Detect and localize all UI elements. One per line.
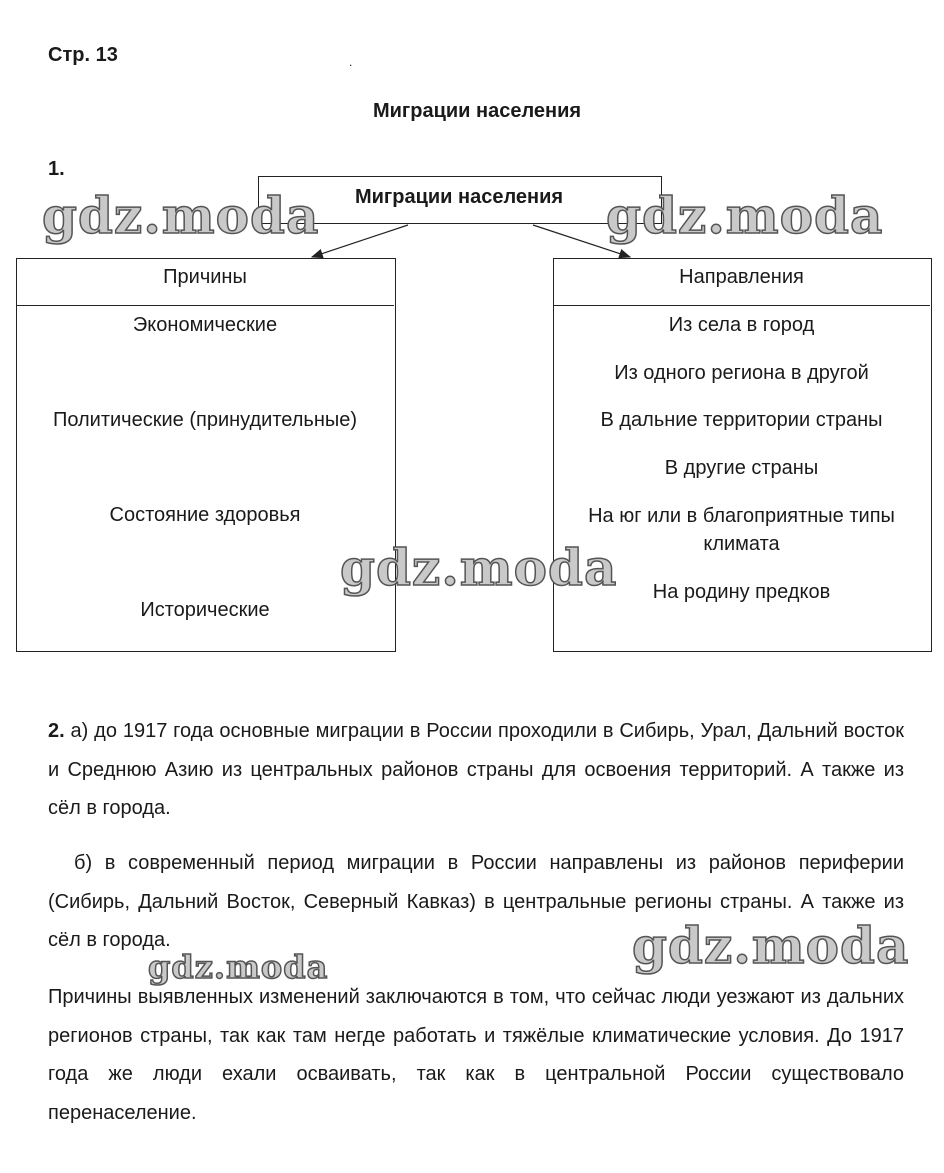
directions-header-label: Направления	[679, 266, 804, 288]
stray-dot: .	[349, 55, 353, 69]
watermark: gdz.moda	[632, 916, 910, 975]
watermark: gdz.moda	[340, 538, 618, 597]
page-title: Миграции населения	[372, 100, 582, 122]
watermark: gdz.moda	[148, 948, 329, 986]
task2-part-a-text: а) до 1917 года основные миграции в России проходили в Сибирь, Урал, Дальний восток и Среднюю Азию из центральных районов страны для освоения территорий. А также из сёл в города.	[48, 720, 904, 820]
direction-item: На родину предков	[652, 581, 831, 603]
cause-item: Политические (принудительные)	[52, 409, 358, 431]
direction-item: Из села в город	[668, 314, 815, 336]
watermark: gdz.moda	[42, 186, 320, 245]
task2-part-b: б) в современный период миграции в России направлены из районов периферии (Сибирь, Дальний Восток, Северный Кавказ) в центральные регионы страны. А также из сёл в города.	[48, 852, 904, 952]
cause-item: Экономические	[132, 314, 278, 336]
diagram-arrows	[0, 0, 944, 300]
causes-header-label: Причины	[163, 266, 247, 288]
task2-part-a	[48, 712, 904, 828]
watermark: gdz.moda	[606, 186, 884, 245]
direction-item: На юг или в благоприятные типы климата	[588, 505, 895, 555]
task2-number: 2.	[48, 720, 65, 742]
page-number: Стр. 13	[48, 44, 118, 66]
direction-item: В дальние территории страны	[600, 409, 883, 431]
diagram-root-label: Миграции населения	[354, 186, 564, 208]
direction-item: В другие страны	[664, 457, 819, 479]
cause-item: Состояние здоровья	[109, 504, 301, 526]
task1-number: 1.	[48, 158, 65, 180]
cause-item: Исторические	[140, 599, 270, 621]
task2-conclusion: Причины выявленных изменений заключаются в том, что сейчас люди уезжают из дальних регионов страны, так как там негде работать и тяжёлые климатические условия. До 1917 года же люди ехали осваивать, так как в центральной России существовало перенаселение.	[48, 986, 904, 1124]
direction-item: Из одного региона в другой	[614, 362, 869, 384]
arrow-to-causes	[312, 225, 408, 257]
